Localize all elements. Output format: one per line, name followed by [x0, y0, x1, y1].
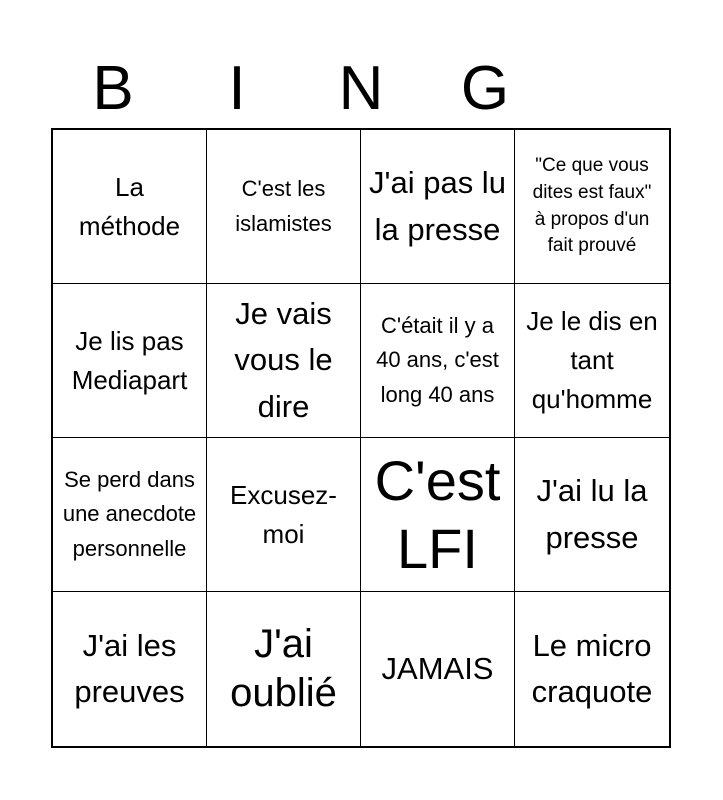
bingo-cell-r4c1[interactable]: [53, 592, 207, 746]
bingo-cell-r4c2[interactable]: [207, 592, 361, 746]
header-letter-i: I: [228, 54, 246, 123]
cell-text: C'est les islamistes: [235, 176, 332, 236]
bingo-cell-r3c2[interactable]: [207, 438, 361, 592]
bingo-cell-r4c4[interactable]: [515, 592, 669, 746]
cell-text: JAMAIS: [381, 650, 494, 686]
header-letter-b: B: [92, 54, 134, 123]
header-letter-n: N: [338, 54, 384, 123]
bingo-cell-r1c4[interactable]: [515, 130, 669, 284]
bingo-cell-r1c3[interactable]: [361, 130, 515, 284]
bingo-cell-r3c1[interactable]: [53, 438, 207, 592]
cell-text: C'est LFI: [374, 449, 501, 580]
cell-text: Le micro craquote: [531, 627, 653, 709]
header-letter-g: G: [460, 54, 510, 123]
bingo-cell-r2c3[interactable]: [361, 284, 515, 438]
cell-text: Je lis pas Mediapart: [71, 325, 188, 395]
cell-text: C'était il y a 40 ans, c'est long 40 ans: [376, 313, 499, 407]
cell-text: Je le dis en tant qu'homme: [526, 306, 658, 414]
cell-text: J'ai oublié: [230, 622, 337, 715]
cell-text: J'ai lu la presse: [536, 473, 648, 555]
cell-text: "Ce que vous dites est faux" à propos d'un fait prouvé: [532, 154, 652, 257]
cell-text: J'ai les preuves: [74, 627, 185, 709]
bingo-cell-r1c2[interactable]: [207, 130, 361, 284]
cell-text: Se perd dans une anecdote personnelle: [62, 467, 197, 561]
cell-text: Je vais vous le dire: [234, 295, 333, 424]
bingo-cell-r2c1[interactable]: [53, 284, 207, 438]
bingo-cell-r2c4[interactable]: [515, 284, 669, 438]
bingo-cell-r4c3[interactable]: [361, 592, 515, 746]
cell-text: Excusez-moi: [230, 479, 337, 549]
cell-text: La méthode: [78, 171, 181, 241]
bingo-cell-r3c3[interactable]: [361, 438, 515, 592]
bingo-cell-r2c2[interactable]: [207, 284, 361, 438]
bingo-cell-r1c1[interactable]: [53, 130, 207, 284]
bingo-board: [51, 128, 671, 748]
cell-text: J'ai pas lu la presse: [369, 165, 506, 247]
bingo-cell-r3c4[interactable]: [515, 438, 669, 592]
bingo-header: [51, 50, 671, 128]
